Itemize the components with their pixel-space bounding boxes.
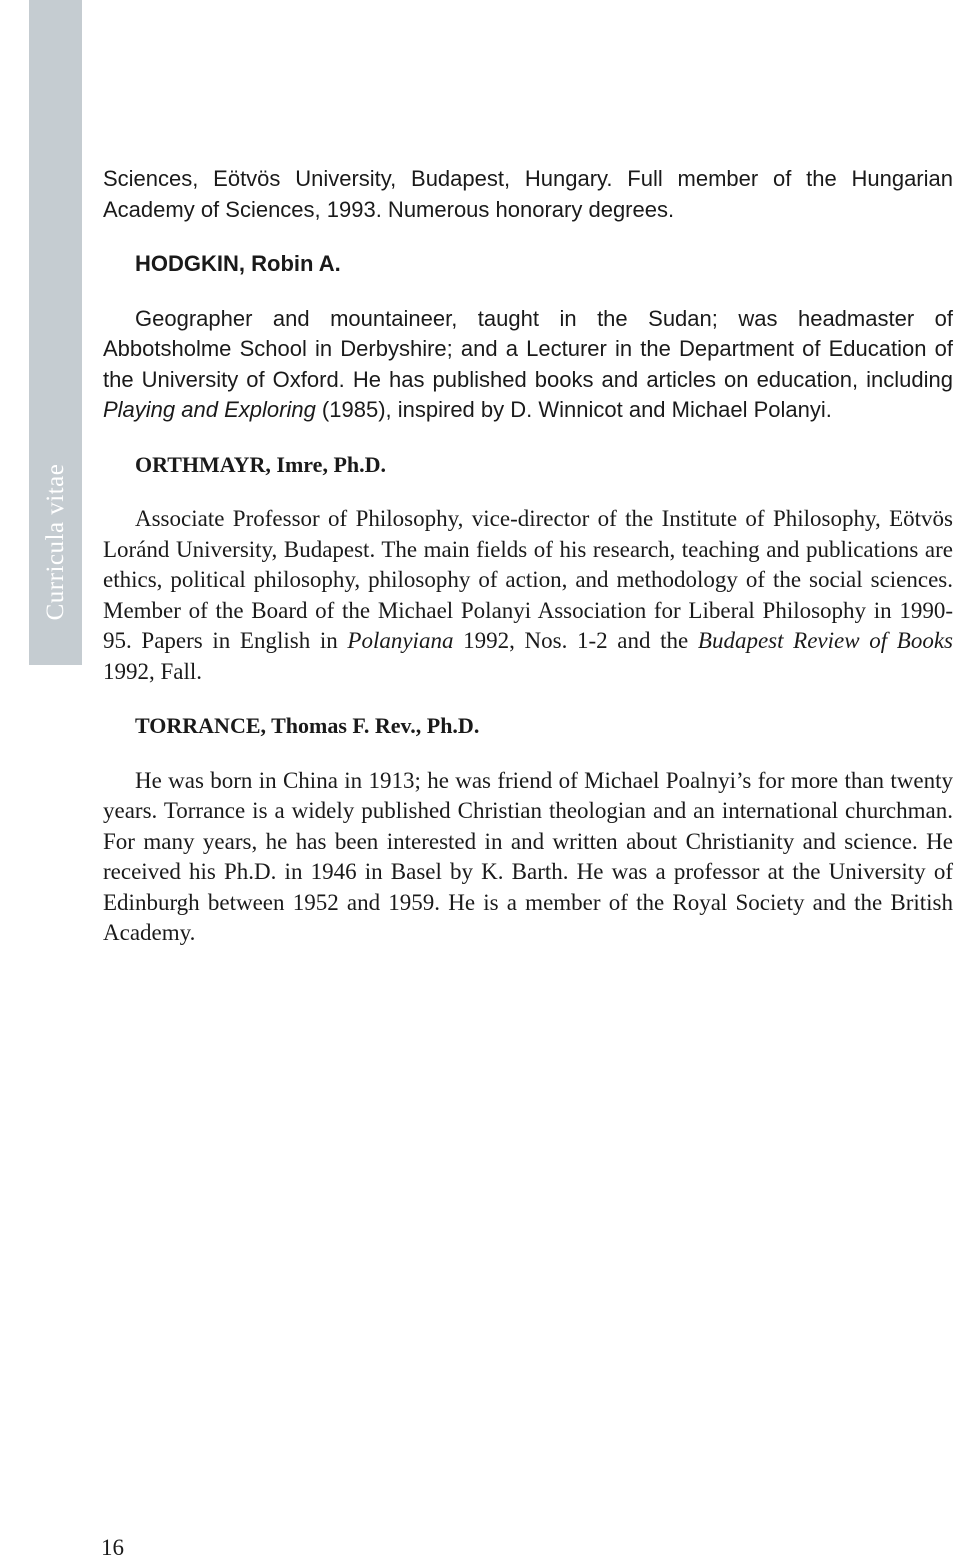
section-side-tab — [29, 0, 82, 665]
paragraph-text: Geographer and mountaineer, taught in the Sudan; was headmaster of Abbotsholme School in Derbyshire; and a Lecturer in the Department of Education of the University of Oxford. He has published books and articles on education, including — [103, 305, 953, 392]
paragraph-text: 1992, Fall. — [103, 658, 203, 684]
book-title: Playing and Exploring — [103, 397, 316, 422]
paragraph-text: Sciences, Eötvös University, Budapest, Hungary. Full member of the Hungarian Academy of Sciences, 1993. Numerous honorary degrees. — [103, 166, 953, 222]
entry-name-torrance: TORRANCE, Thomas F. Rev., Ph.D. — [135, 713, 480, 738]
entry-paragraph-continued — [103, 164, 953, 225]
paragraph-text: He was born in China in 1913; he was friend of Michael Poalnyi’s for more than twenty years. Torrance is a widely published Christian theologian and an international churchman. For many years, he has been interested in and written about Christianity and science. He received his Ph.D. in 1946 in Basel by K. Barth. He was a professor at the University of Edinburgh between 1952 and 1959. He is a member of the Royal Society and the British Academy. — [103, 767, 953, 945]
paragraph-text: Associate Professor of Philosophy, vice-director of the Institute of Philosophy, Eötvös Loránd University, Budapest. The main fields of his research, teaching and publications are ethics, political philosophy, philosophy of action, and methodology of the social sciences. Member of the Board of the Michael Polanyi Association for Liberal Philosophy in 1990-95. Papers in English in — [103, 506, 953, 653]
journal-title: Polanyiana — [347, 628, 454, 653]
entry-name-hodgkin: HODGKIN, Robin A. — [135, 251, 341, 276]
entry-paragraph-orthmayr — [103, 504, 953, 687]
journal-title: Budapest Review of Books — [697, 628, 953, 653]
entry-paragraph-torrance — [103, 766, 953, 949]
entry-name-orthmayr: ORTHMAYR, Imre, Ph.D. — [135, 451, 387, 477]
paragraph-text: 1992, Nos. 1-2 and the — [453, 628, 698, 653]
page-number: 16 — [101, 1535, 124, 1560]
paragraph-text: (1985), inspired by D. Winnicot and Michael Polanyi. — [315, 397, 832, 422]
entry-paragraph-hodgkin — [103, 304, 953, 426]
page-content — [103, 164, 953, 949]
section-side-tab-label: Curricula vitae — [41, 463, 69, 621]
